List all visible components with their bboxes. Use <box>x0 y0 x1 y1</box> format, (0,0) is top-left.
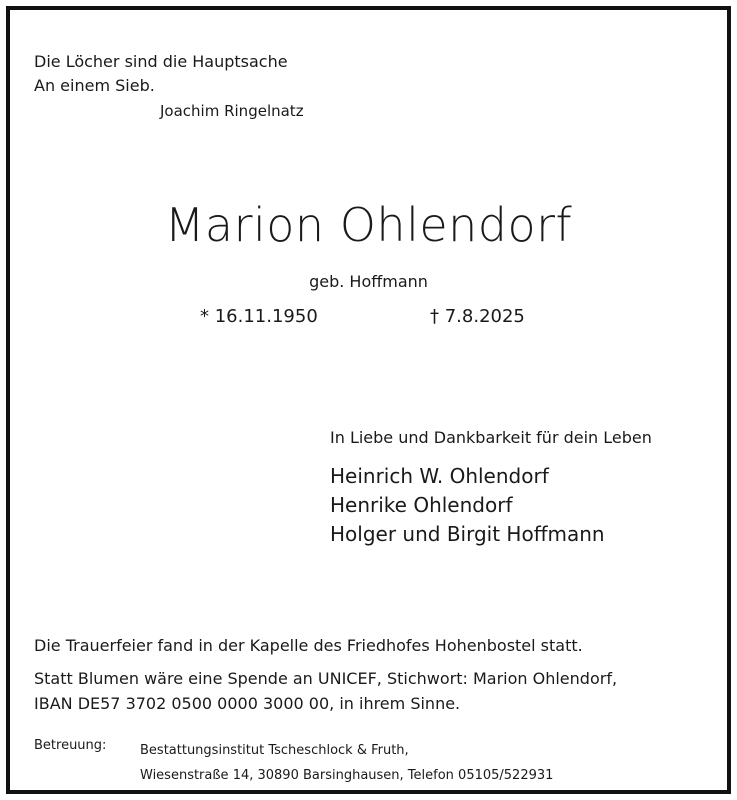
quote-line: An einem Sieb. <box>34 76 155 95</box>
mourner-name: Heinrich W. Ohlendorf <box>330 464 549 488</box>
death-date: † 7.8.2025 <box>430 306 525 327</box>
mourner-name: Henrike Ohlendorf <box>330 493 513 517</box>
obituary-notice <box>6 6 731 794</box>
donation-line: IBAN DE57 3702 0500 0000 3000 00, in ihrem Sinne. <box>34 694 461 713</box>
funeral-home-line: Wiesenstraße 14, 30890 Barsinghausen, Telefon 05105/522931 <box>140 768 554 783</box>
mourner-name: Holger und Birgit Hoffmann <box>330 522 605 546</box>
birth-date: * 16.11.1950 <box>200 306 318 327</box>
care-label: Betreuung: <box>34 738 107 753</box>
quote <box>34 50 288 98</box>
deceased-name: Marion Ohlendorf <box>164 198 573 252</box>
maiden-name: geb. Hoffmann <box>309 272 428 291</box>
funeral-home <box>140 738 553 788</box>
donation-line: Statt Blumen wäre eine Spende an UNICEF, Stichwort: Marion Ohlendorf, <box>34 669 618 688</box>
mourners-intro: In Liebe und Dankbarkeit für dein Leben <box>330 428 652 447</box>
quote-line: Die Löcher sind die Hauptsache <box>34 52 288 71</box>
funeral-home-line: Bestattungsinstitut Tscheschlock & Fruth, <box>140 743 409 758</box>
ceremony-note: Die Trauerfeier fand in der Kapelle des Friedhofes Hohenbostel statt. <box>34 636 583 655</box>
donation-note <box>34 666 617 716</box>
mourners-list <box>330 462 605 549</box>
quote-author: Joachim Ringelnatz <box>160 102 304 120</box>
